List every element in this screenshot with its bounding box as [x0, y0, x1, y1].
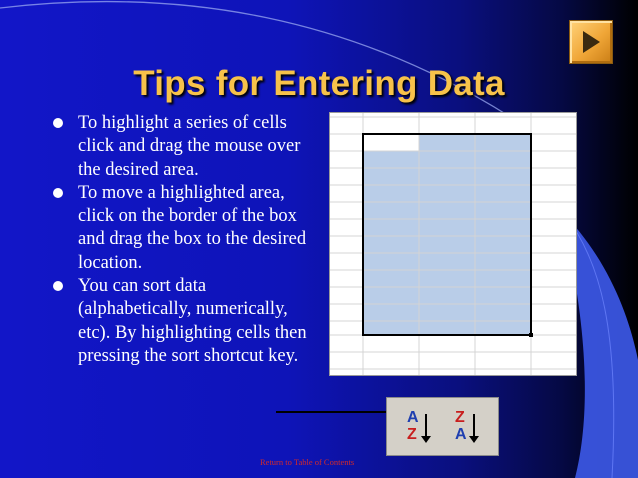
bullet-item: [16, 112, 316, 182]
return-to-toc-link[interactable]: Return to Table of Contents: [260, 457, 355, 467]
bullet-text: To move a highlighted area, click on the border of the box and drag the box to the desired location.: [78, 182, 307, 273]
bullet-text: To highlight a series of cells click and drag the mouse over the desired area.: [78, 113, 301, 180]
pointer-line: [276, 411, 388, 413]
bullet-item: [16, 275, 316, 368]
arrow-down-icon: [473, 414, 475, 438]
bullet-list: [16, 112, 316, 368]
bullet-icon: [53, 281, 63, 291]
sort-descending-button[interactable]: Z A: [453, 410, 487, 446]
play-forward-icon: [583, 31, 600, 53]
sort-ascending-icon: A: [407, 409, 419, 426]
sort-toolbar-image: [386, 397, 499, 456]
spreadsheet-image: [329, 112, 577, 376]
sort-descending-icon: Z: [455, 409, 465, 426]
bullet-text: You can sort data (alphabetically, numerically, etc). By highlighting cells then pressing the sort shortcut key.: [78, 276, 307, 366]
selection-fill: [363, 134, 531, 335]
bullet-item: [16, 182, 316, 275]
arrow-down-icon: [425, 414, 427, 438]
bullet-icon: [53, 188, 63, 198]
active-cell: [363, 134, 419, 151]
bullet-icon: [53, 118, 63, 128]
spreadsheet-grid: [330, 113, 576, 375]
fill-handle: [529, 333, 533, 337]
slide-title: Tips for Entering Data: [133, 64, 505, 103]
next-slide-button[interactable]: [569, 20, 613, 64]
sort-ascending-button[interactable]: A Z: [405, 410, 439, 446]
